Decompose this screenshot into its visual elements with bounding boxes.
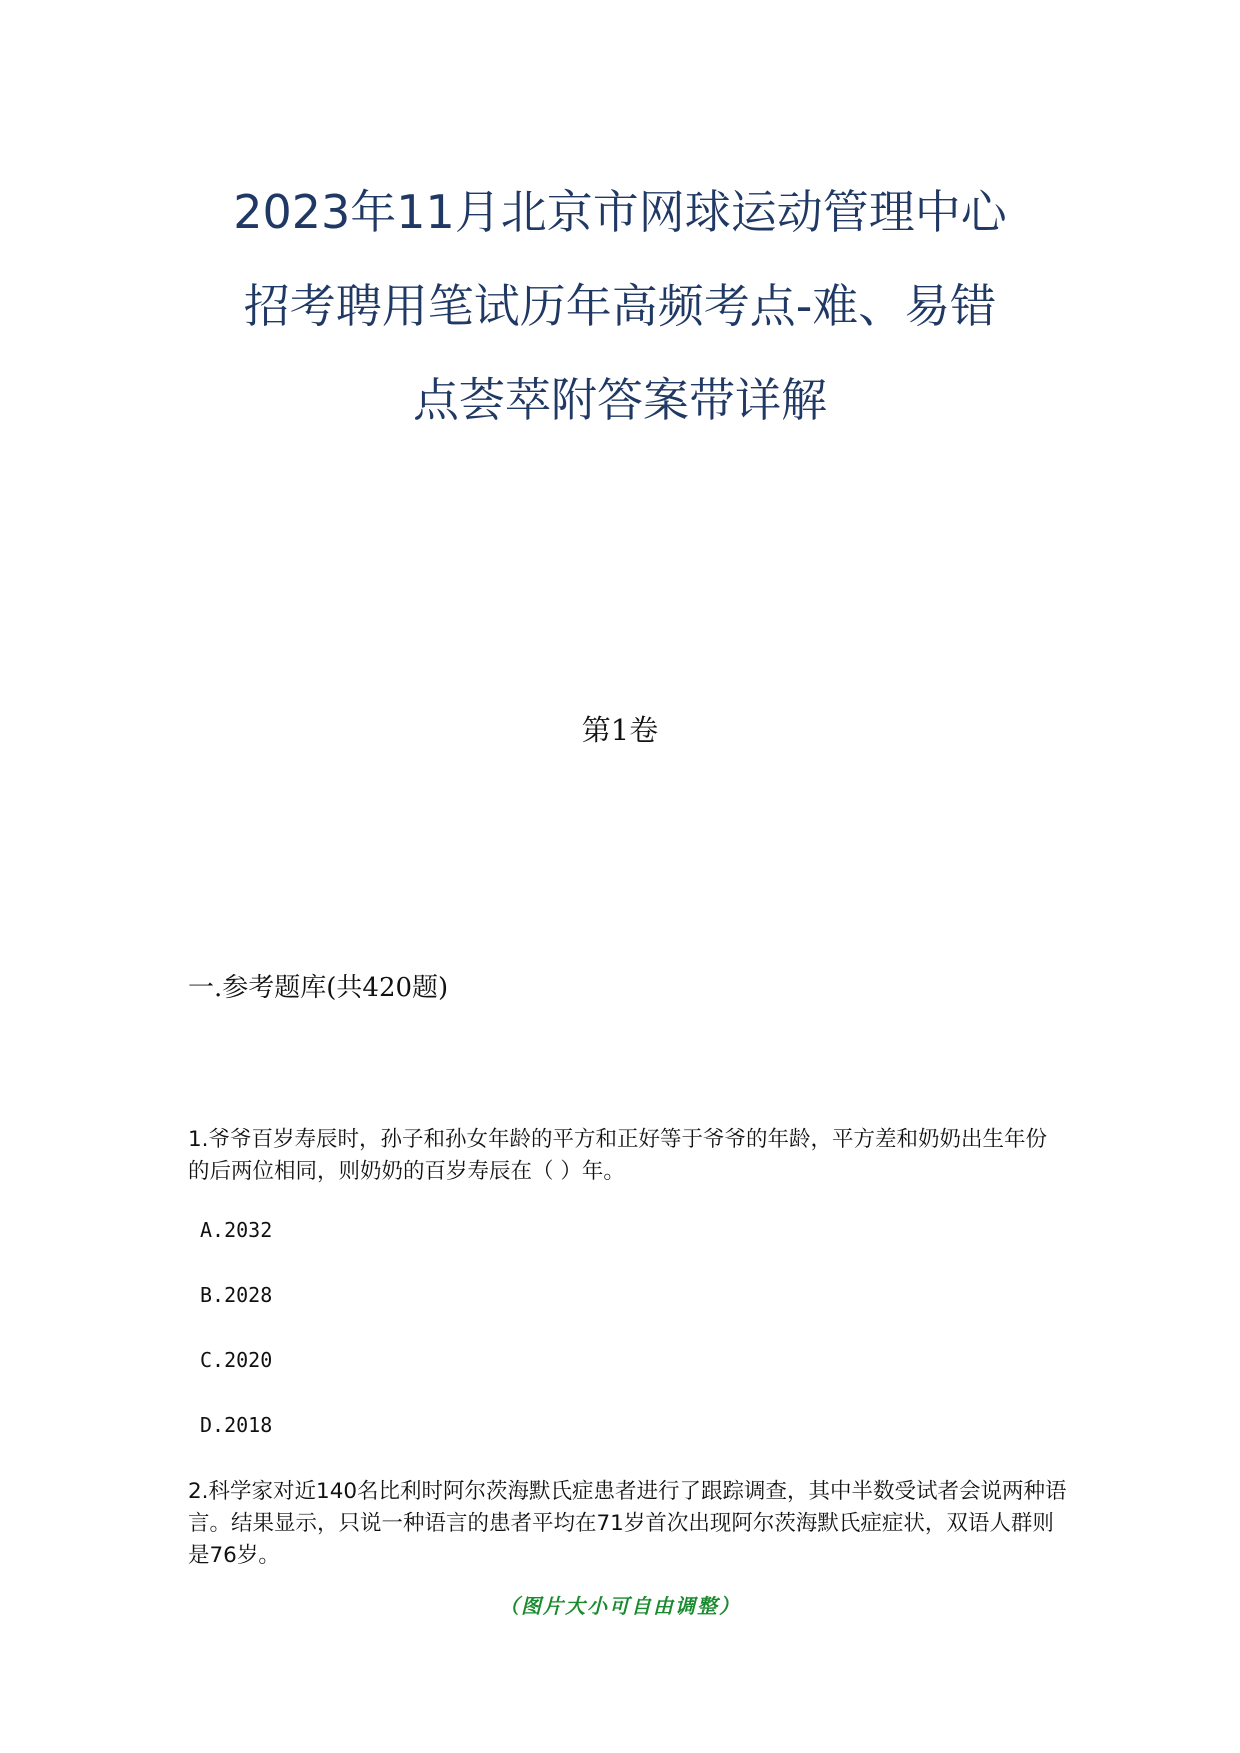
document-title	[160, 165, 1080, 447]
title-line-3: 点荟萃附答案带详解	[413, 373, 827, 427]
image-resize-note: （图片大小可自由调整）	[499, 1594, 741, 1618]
volume-label: 第1卷	[581, 713, 659, 747]
question-1-option-c: C.2020	[200, 1348, 273, 1372]
question-2-text: 2.科学家对近140名比利时阿尔茨海默氏症患者进行了跟踪调查，其中半数受试者会说两种语言。结果显示，只说一种语言的患者平均在71岁首次出现阿尔茨海默氏症症状，双语人群则是76岁。	[188, 1479, 1067, 1568]
question-1-option-d: D.2018	[200, 1413, 273, 1437]
question-1-option-b: B.2028	[200, 1283, 273, 1307]
section-heading: 一.参考题库(共420题)	[188, 973, 449, 1003]
question-1-text: 1.爷爷百岁寿辰时，孙子和孙女年龄的平方和正好等于爷爷的年龄，平方差和奶奶出生年份的后两位相同，则奶奶的百岁寿辰在（ ）年。	[188, 1127, 1048, 1184]
title-line-1: 2023年11月北京市网球运动管理中心	[233, 185, 1007, 239]
title-line-2: 招考聘用笔试历年高频考点-难、易错	[243, 279, 997, 333]
question-1-option-a: A.2032	[200, 1218, 273, 1242]
